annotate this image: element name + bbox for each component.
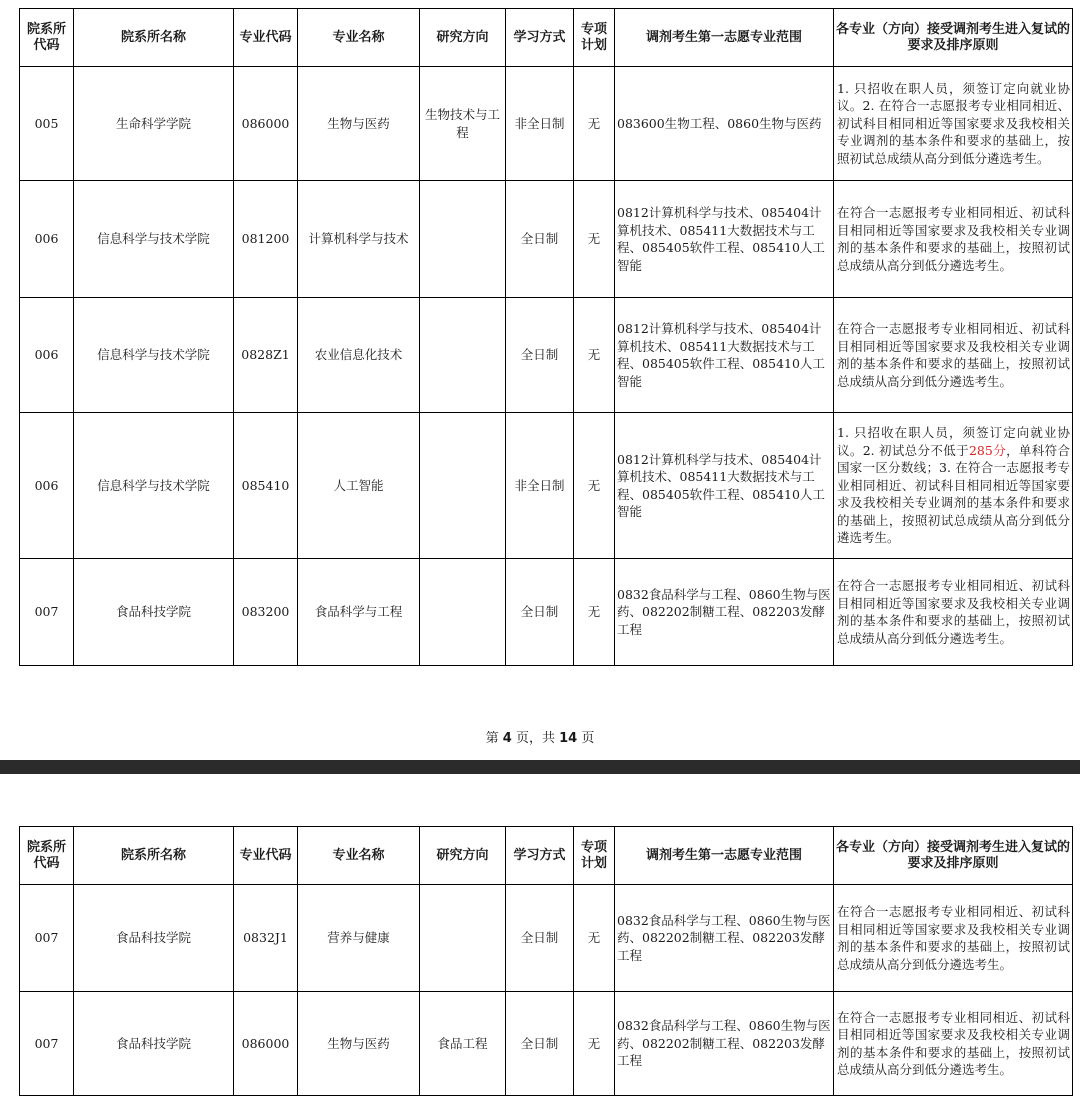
scope-cell: 0832食品科学与工程、0860生物与医药、082202制糖工程、082203发酵工程 bbox=[615, 885, 834, 992]
header-row bbox=[20, 827, 1073, 885]
header-study-mode: 学习方式 bbox=[506, 9, 574, 67]
current-page: 4 bbox=[502, 731, 512, 746]
direction-cell bbox=[420, 181, 506, 298]
direction-cell: 生物技术与工程 bbox=[420, 67, 506, 181]
header-major-name: 专业名称 bbox=[298, 9, 420, 67]
major-code-cell: 0828Z1 bbox=[234, 298, 298, 413]
study-mode-cell: 全日制 bbox=[506, 298, 574, 413]
special-plan-cell: 无 bbox=[574, 413, 615, 559]
dept-name-cell: 信息科学与技术学院 bbox=[74, 181, 234, 298]
direction-cell: 食品工程 bbox=[420, 992, 506, 1096]
header-dept-code: 院系所代码 bbox=[20, 827, 74, 885]
scope-cell: 0812计算机科学与技术、085404计算机技术、085411大数据技术与工程、085405软件工程、085410人工智能 bbox=[615, 298, 834, 413]
header-major-code: 专业代码 bbox=[234, 827, 298, 885]
dept-name-cell: 生命科学学院 bbox=[74, 67, 234, 181]
table-row bbox=[20, 298, 1073, 413]
requirements-text-post: ，单科符合国家一区分数线；3. 在符合一志愿报考专业相同相近、初试科目相同相近等国家要求及我校相关专业调剂的基本条件和要求的基础上，按照初试总成绩从高分到低分遴选考生。 bbox=[837, 442, 1070, 546]
special-plan-cell: 无 bbox=[574, 67, 615, 181]
min-score-highlight: 285分 bbox=[968, 442, 1007, 458]
special-plan-cell: 无 bbox=[574, 559, 615, 666]
dept-name-cell: 食品科技学院 bbox=[74, 885, 234, 992]
scope-cell: 083600生物工程、0860生物与医药 bbox=[615, 67, 834, 181]
table-row bbox=[20, 885, 1073, 992]
admissions-table-page-5 bbox=[19, 826, 1073, 1096]
scope-cell: 0832食品科学与工程、0860生物与医药、082202制糖工程、082203发酵工程 bbox=[615, 992, 834, 1096]
dept-code-cell: 007 bbox=[20, 885, 74, 992]
header-major-name: 专业名称 bbox=[298, 827, 420, 885]
header-special-plan: 专项计划 bbox=[574, 827, 615, 885]
table-row bbox=[20, 181, 1073, 298]
study-mode-cell: 全日制 bbox=[506, 559, 574, 666]
major-name-cell: 营养与健康 bbox=[298, 885, 420, 992]
page-number-prefix: 第 bbox=[485, 731, 503, 746]
major-name-cell: 生物与医药 bbox=[298, 992, 420, 1096]
requirements-cell: 在符合一志愿报考专业相同相近、初试科目相同相近等国家要求及我校相关专业调剂的基本条件和要求的基础上，按照初试总成绩从高分到低分遴选考生。 bbox=[834, 181, 1073, 298]
major-code-cell: 081200 bbox=[234, 181, 298, 298]
major-code-cell: 083200 bbox=[234, 559, 298, 666]
requirements-cell: 1. 只招收在职人员，须签订定向就业协议。2. 在符合一志愿报考专业相同相近、初试科目相同相近等国家要求及我校相关专业调剂的基本条件和要求的基础上，按照初试总成绩从高分到低分遴选考生。 bbox=[834, 67, 1073, 181]
direction-cell bbox=[420, 413, 506, 559]
direction-cell bbox=[420, 885, 506, 992]
dept-code-cell: 006 bbox=[20, 298, 74, 413]
special-plan-cell: 无 bbox=[574, 992, 615, 1096]
dept-code-cell: 006 bbox=[20, 413, 74, 559]
table-row bbox=[20, 67, 1073, 181]
dept-code-cell: 007 bbox=[20, 559, 74, 666]
major-name-cell: 计算机科学与技术 bbox=[298, 181, 420, 298]
page-number-middle: 页，共 bbox=[511, 731, 560, 746]
header-dept-name: 院系所名称 bbox=[74, 9, 234, 67]
direction-cell bbox=[420, 298, 506, 413]
page-number-suffix: 页 bbox=[577, 731, 595, 746]
major-name-cell: 农业信息化技术 bbox=[298, 298, 420, 413]
dept-code-cell: 005 bbox=[20, 67, 74, 181]
major-name-cell: 食品科学与工程 bbox=[298, 559, 420, 666]
requirements-cell: 在符合一志愿报考专业相同相近、初试科目相同相近等国家要求及我校相关专业调剂的基本条件和要求的基础上，按照初试总成绩从高分到低分遴选考生。 bbox=[834, 885, 1073, 992]
dept-code-cell: 006 bbox=[20, 181, 74, 298]
requirements-cell bbox=[834, 413, 1073, 559]
dept-name-cell: 信息科学与技术学院 bbox=[74, 413, 234, 559]
header-direction: 研究方向 bbox=[420, 9, 506, 67]
dept-code-cell: 007 bbox=[20, 992, 74, 1096]
special-plan-cell: 无 bbox=[574, 298, 615, 413]
study-mode-cell: 全日制 bbox=[506, 181, 574, 298]
header-study-mode: 学习方式 bbox=[506, 827, 574, 885]
major-code-cell: 086000 bbox=[234, 992, 298, 1096]
header-dept-name: 院系所名称 bbox=[74, 827, 234, 885]
special-plan-cell: 无 bbox=[574, 181, 615, 298]
major-code-cell: 085410 bbox=[234, 413, 298, 559]
major-code-cell: 086000 bbox=[234, 67, 298, 181]
requirements-text-pre: 1. 只招收在职人员，须签订定向就业协议。2. 初试总分不低于 bbox=[837, 425, 1070, 458]
major-name-cell: 人工智能 bbox=[298, 413, 420, 559]
requirements-cell: 在符合一志愿报考专业相同相近、初试科目相同相近等国家要求及我校相关专业调剂的基本条件和要求的基础上，按照初试总成绩从高分到低分遴选考生。 bbox=[834, 298, 1073, 413]
study-mode-cell: 全日制 bbox=[506, 885, 574, 992]
header-dept-code: 院系所代码 bbox=[20, 9, 74, 67]
study-mode-cell: 非全日制 bbox=[506, 67, 574, 181]
table-row bbox=[20, 559, 1073, 666]
major-code-cell: 0832J1 bbox=[234, 885, 298, 992]
special-plan-cell: 无 bbox=[574, 885, 615, 992]
table-row bbox=[20, 992, 1073, 1096]
header-direction: 研究方向 bbox=[420, 827, 506, 885]
dept-name-cell: 食品科技学院 bbox=[74, 992, 234, 1096]
scope-cell: 0812计算机科学与技术、085404计算机技术、085411大数据技术与工程、085405软件工程、085410人工智能 bbox=[615, 181, 834, 298]
header-scope: 调剂考生第一志愿专业范围 bbox=[615, 827, 834, 885]
page-number bbox=[0, 727, 1080, 746]
header-special-plan: 专项计划 bbox=[574, 9, 615, 67]
direction-cell bbox=[420, 559, 506, 666]
header-major-code: 专业代码 bbox=[234, 9, 298, 67]
major-name-cell: 生物与医药 bbox=[298, 67, 420, 181]
table-row bbox=[20, 413, 1073, 559]
page-separator bbox=[0, 760, 1080, 774]
header-scope: 调剂考生第一志愿专业范围 bbox=[615, 9, 834, 67]
header-row bbox=[20, 9, 1073, 67]
scope-cell: 0832食品科学与工程、0860生物与医药、082202制糖工程、082203发酵工程 bbox=[615, 559, 834, 666]
header-requirements: 各专业（方向）接受调剂考生进入复试的要求及排序原则 bbox=[834, 9, 1073, 67]
dept-name-cell: 食品科技学院 bbox=[74, 559, 234, 666]
header-requirements: 各专业（方向）接受调剂考生进入复试的要求及排序原则 bbox=[834, 827, 1073, 885]
total-pages: 14 bbox=[559, 731, 578, 746]
admissions-table-page-4 bbox=[19, 8, 1073, 666]
dept-name-cell: 信息科学与技术学院 bbox=[74, 298, 234, 413]
study-mode-cell: 非全日制 bbox=[506, 413, 574, 559]
study-mode-cell: 全日制 bbox=[506, 992, 574, 1096]
scope-cell: 0812计算机科学与技术、085404计算机技术、085411大数据技术与工程、085405软件工程、085410人工智能 bbox=[615, 413, 834, 559]
requirements-cell: 在符合一志愿报考专业相同相近、初试科目相同相近等国家要求及我校相关专业调剂的基本条件和要求的基础上，按照初试总成绩从高分到低分遴选考生。 bbox=[834, 559, 1073, 666]
requirements-cell: 在符合一志愿报考专业相同相近、初试科目相同相近等国家要求及我校相关专业调剂的基本条件和要求的基础上，按照初试总成绩从高分到低分遴选考生。 bbox=[834, 992, 1073, 1096]
